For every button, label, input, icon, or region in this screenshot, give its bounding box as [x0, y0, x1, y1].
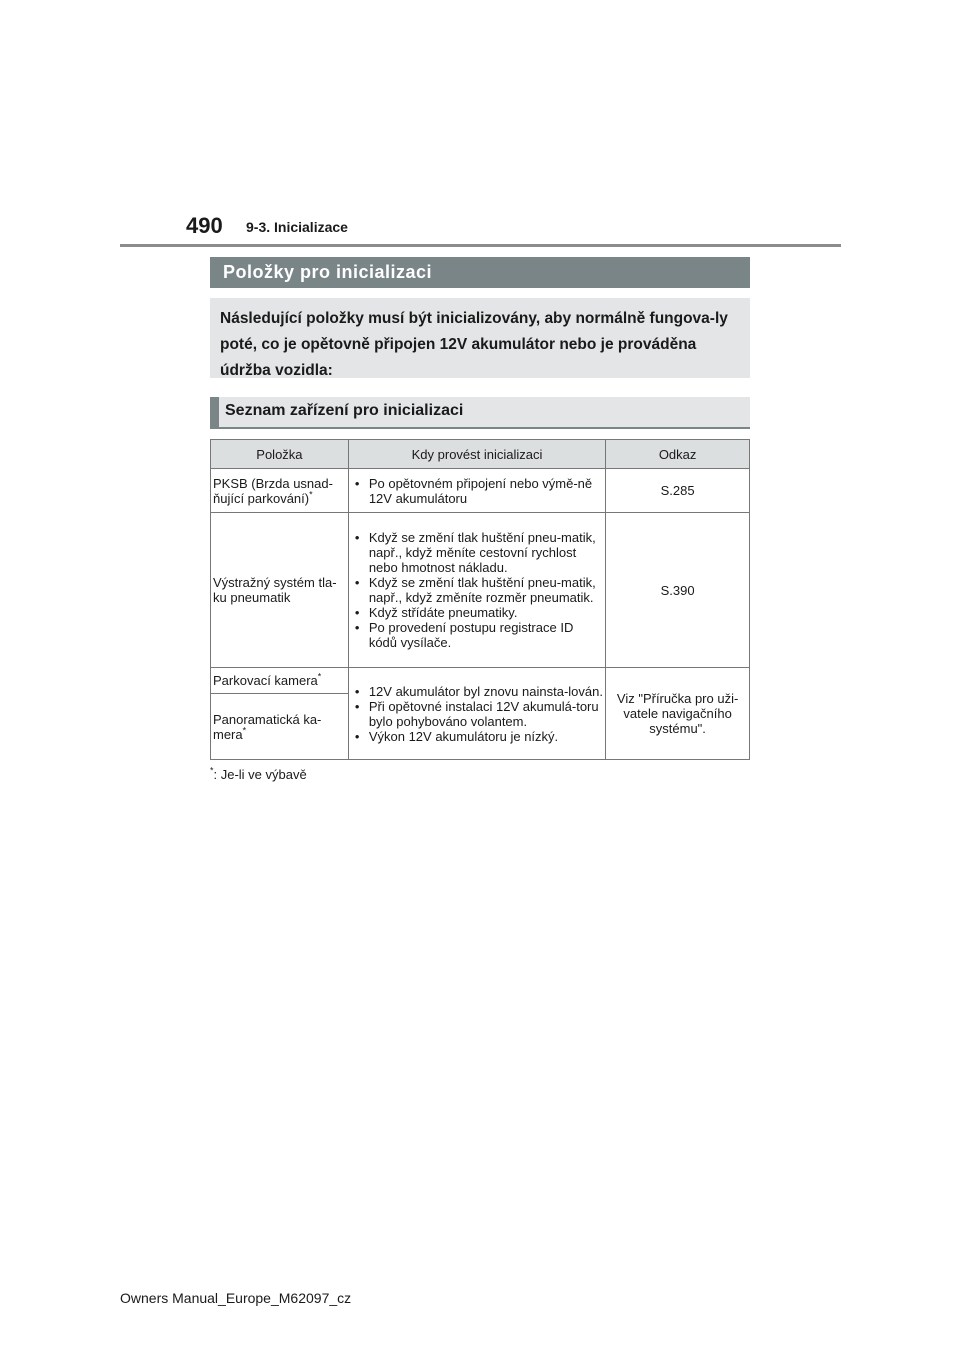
item-cell: [211, 469, 349, 513]
list-item: • Při opětovné instalaci 12V akumulá-toru bylo pohybováno volantem.: [353, 699, 603, 729]
header-item: Položka: [211, 440, 349, 469]
subheading: Seznam zařízení pro inicializaci: [210, 397, 750, 429]
section-heading: 9-3. Inicializace: [246, 219, 348, 235]
footnote: [210, 767, 307, 782]
footnote-mark: *: [309, 489, 313, 500]
page-title: Položky pro inicializaci: [210, 257, 750, 288]
intro-paragraph: Následující položky musí být inicializovány, aby normálně fungova-ly poté, co je opětovně připojen 12V akumulátor nebo je prováděna údržba vozidla:: [210, 298, 750, 378]
list-item: • Když se změní tlak huštění pneu-matik, např., když měníte cestovní rychlost nebo hmotnost nákladu.: [353, 530, 603, 575]
item-cell: [211, 668, 349, 694]
item-cell: Výstražný systém tla-ku pneumatik: [211, 513, 349, 668]
header-when: Kdy provést inicializaci: [348, 440, 605, 469]
item-cell: [211, 694, 349, 760]
ref-cell: S.285: [606, 469, 750, 513]
footnote-mark: *: [210, 765, 214, 776]
header-ref: Odkaz: [606, 440, 750, 469]
footnote-mark: *: [317, 671, 322, 682]
header-divider: [120, 244, 841, 247]
footnote-text: : Je-li ve výbavě: [213, 767, 307, 782]
footer-text: Owners Manual_Europe_M62097_cz: [120, 1290, 352, 1306]
item-label: Panoramatická ka-mera: [213, 711, 322, 742]
table-row: [211, 513, 750, 668]
footnote-mark: *: [242, 725, 247, 736]
when-cell: [348, 668, 605, 760]
list-item: • Když se změní tlak huštění pneu-matik, např., když změníte rozměr pneumatik.: [353, 575, 603, 605]
item-label: Parkovací kamera: [213, 673, 318, 688]
page-number: 490: [186, 213, 223, 238]
list-item: • Po provedení postupu registrace ID kódů vysílače.: [353, 620, 603, 650]
table-header-row: [211, 440, 750, 469]
list-item: • Po opětovném připojení nebo výmě-ně 12V akumulátoru: [353, 476, 603, 506]
list-item: • Když střídáte pneumatiky.: [353, 605, 603, 620]
list-item: • 12V akumulátor byl znovu nainsta-lován.: [353, 684, 603, 699]
table-row: [211, 469, 750, 513]
initialization-table: [210, 439, 750, 760]
item-label: PKSB (Brzda usnad-ňující parkování): [213, 475, 333, 506]
when-cell: [348, 513, 605, 668]
list-item: • Výkon 12V akumulátoru je nízký.: [353, 729, 603, 744]
table-row: [211, 668, 750, 694]
ref-cell: Viz "Příručka pro uži-vatele navigačního systému".: [606, 668, 750, 760]
when-cell: [348, 469, 605, 513]
ref-cell: S.390: [606, 513, 750, 668]
